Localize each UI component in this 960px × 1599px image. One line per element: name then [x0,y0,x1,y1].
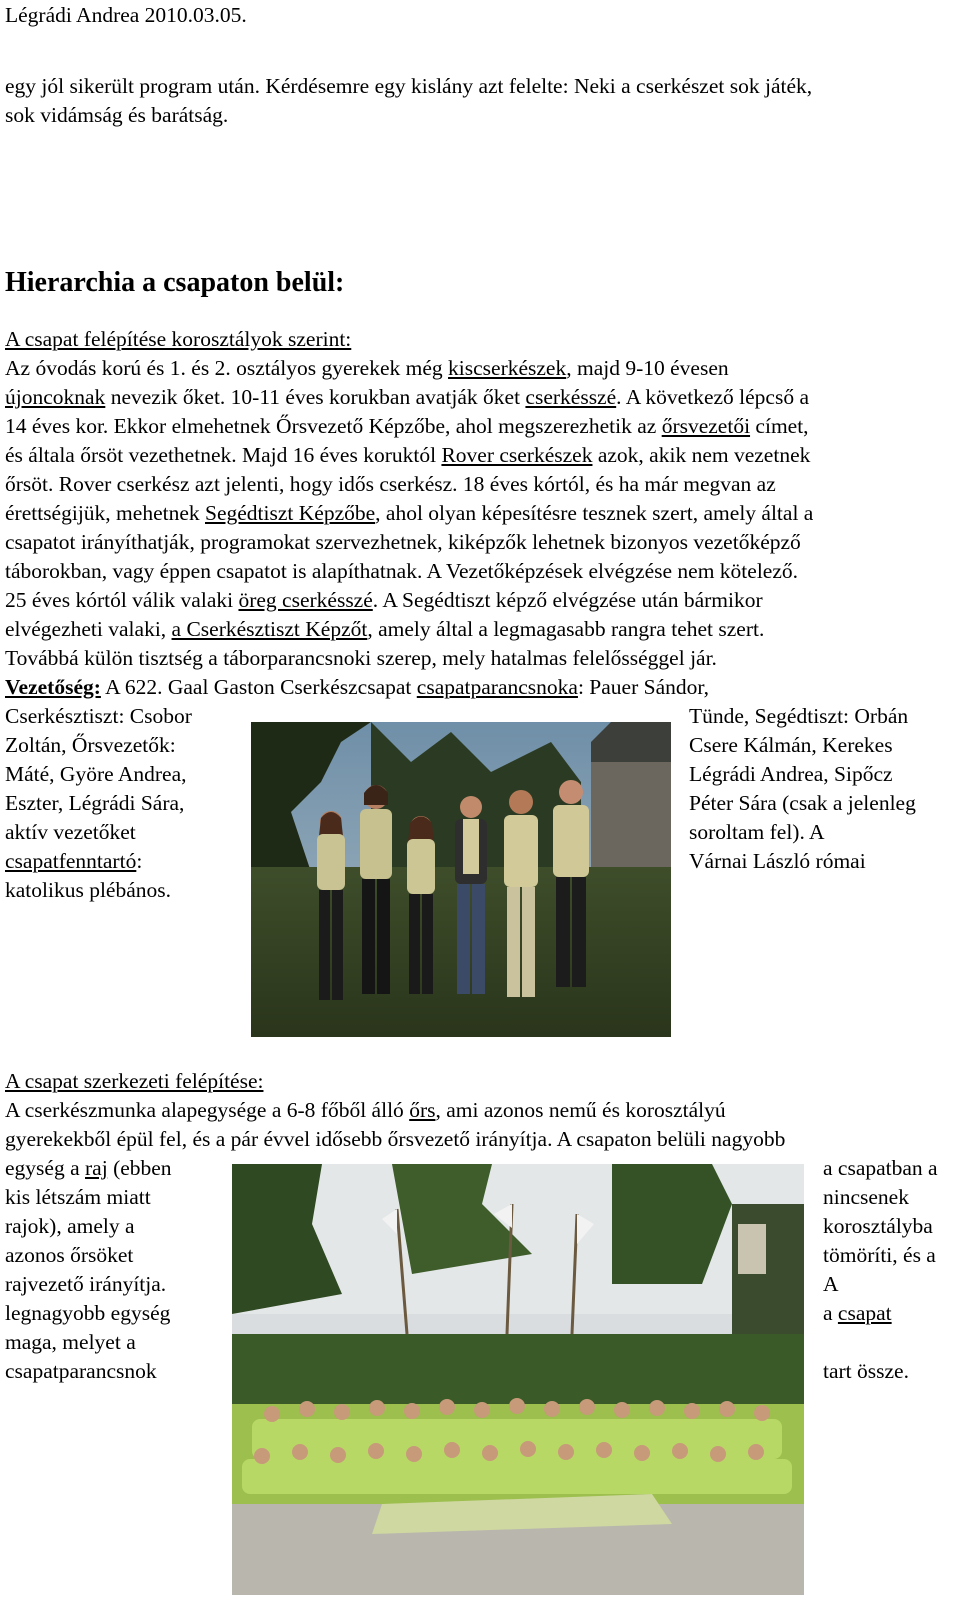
link-rover-cserkeszek[interactable]: Rover cserkészek [441,443,593,467]
text-span: . A Segédtiszt képző elvégzése után bármikor [372,588,763,612]
paragraph-line: táborokban, vagy éppen csapatot is alapíthatnak. A Vezetőképzések elvégzése nem kötelező. [5,559,799,583]
paragraph-line [5,383,809,412]
text-span: azok, akik nem vezetnek [592,443,811,467]
text-span: . A következő lépcső a [616,385,810,409]
text-span: Az óvodás korú és 1. és 2. osztályos gyerekek még [5,356,449,380]
paragraph-line [5,586,763,615]
right-col-line: korosztályba [823,1214,933,1238]
text-span: : Pauer Sándor, [577,675,710,699]
text-span: egység a [5,1156,85,1180]
text-span: , amely által a legmagasabb rangra tehet szert. [367,617,765,641]
right-col-line: Várnai László római [689,849,866,873]
left-col-line: aktív vezetőket [5,820,136,844]
left-col-line: Máté, Györe Andrea, [5,762,187,786]
link-cserkesztiszt-kepzo[interactable]: a Cserkésztiszt Képzőt [171,617,368,641]
text-span: elvégezheti valaki, [5,617,172,641]
text-span: és általa őrsöt vezethetnek. Majd 16 éves koruktól [5,443,442,467]
paragraph-line [5,412,809,441]
text-span: érettségijük, mehetnek [5,501,205,525]
vezetoseg-label: Vezetőség: [5,675,101,699]
paragraph-line: Továbbá külön tisztség a táborparancsnoki szerep, mely hatalmas felelősséggel jár. [5,646,717,670]
left-col-line: Cserkésztiszt: Csobor [5,704,192,728]
left-col-line: azonos őrsöket [5,1243,134,1267]
section1-subheading: A csapat felépítése korosztályok szerint: [5,327,352,351]
intro-line-1: egy jól sikerült program után. Kérdésemre egy kislány azt felelte: Neki a cserkészet sok játék, [5,74,813,98]
link-csapatfenntarto[interactable]: csapatfenntartó [5,849,137,873]
text-span: , majd 9-10 évesen [566,356,729,380]
left-col-line: legnagyobb egység [5,1301,171,1325]
link-kiscserkeszek[interactable]: kiscserkészek [448,356,567,380]
right-col-line: soroltam fel). A [689,820,825,844]
right-col-line: tömöríti, és a [823,1243,936,1267]
link-ujoncok[interactable]: újoncoknak [5,385,106,409]
text-span: nevezik őket. 10-11 éves korukban avatják őket [105,385,526,409]
right-col-line: Légrádi Andrea, Sipőcz [689,762,893,786]
text-span: címet, [750,414,809,438]
paragraph-line [5,1096,726,1125]
link-cserkesz[interactable]: cserkésszé [525,385,617,409]
left-col-line: Zoltán, Őrsvezetők: [5,733,176,757]
document-header: Légrádi Andrea 2010.03.05. [5,3,247,27]
text-span: A cserkészmunka alapegysége a 6-8 főből álló [5,1098,410,1122]
text-span: : [136,849,143,873]
left-col-line: kis létszám miatt [5,1185,151,1209]
right-col-line: Tünde, Segédtiszt: Orbán [689,704,909,728]
paragraph-line [5,354,729,383]
text-span: 25 éves kórtól válik valaki [5,588,239,612]
right-col-line: tart össze. [823,1359,909,1383]
right-col-line: a csapatban a [823,1156,938,1180]
left-col-line [5,1154,172,1183]
left-col-line: Eszter, Légrádi Sára, [5,791,185,815]
paragraph-line [5,441,810,470]
paragraph-line: őrsöt. Rover cserkész azt jelenti, hogy idős cserkész. 18 éves kórtól, és ha már megvan az [5,472,776,496]
right-col-line: Csere Kálmán, Kerekes [689,733,893,757]
paragraph-line [5,673,709,702]
text-span: a [823,1301,838,1325]
paragraph-line: csapatot irányíthatják, programokat szervezhetnek, kiképzők lehetnek bizonyos vezetőképző [5,530,801,554]
text-span: A 622. Gaal Gaston Cserkészcsapat [100,675,417,699]
text-span: , ahol olyan képesítésre tesznek szert, amely által a [375,501,814,525]
left-col-line: rajvezető irányítja. [5,1272,167,1296]
paragraph-line [5,499,813,528]
troop-group-photo [232,1164,804,1595]
link-ors[interactable]: őrs [409,1098,436,1122]
right-col-line: Péter Sára (csak a jelenleg [689,791,916,815]
left-col-line: katolikus plébános. [5,878,172,902]
text-span: 14 éves kor. Ekkor elmehetnek Őrsvezető Képzőbe, ahol megszerezhetik az [5,414,662,438]
intro-line-2: sok vidámság és barátság. [5,103,229,127]
link-orsvezetoi[interactable]: őrsvezetői [661,414,751,438]
left-col-line [5,847,142,876]
left-col-line: rajok), amely a [5,1214,135,1238]
paragraph-line: gyerekekből épül fel, és a pár évvel idősebb őrsvezető irányítja. A csapaton belüli nagyobb [5,1127,786,1151]
leaders-group-photo [251,722,671,1037]
section-heading: Hierarchia a csapaton belül: [5,267,345,298]
left-col-line: csapatparancsnok [5,1359,157,1383]
right-col-line: nincsenek [823,1185,909,1209]
text-span: (ebben [107,1156,172,1180]
link-segedtiszt-kepzo[interactable]: Segédtiszt Képzőbe [205,501,376,525]
link-csapatparancsnok[interactable]: csapatparancsnoka [416,675,578,699]
right-col-line [823,1299,892,1328]
section2-subheading: A csapat szerkezeti felépítése: [5,1069,264,1093]
paragraph-line [5,615,764,644]
left-col-line: maga, melyet a [5,1330,136,1354]
link-oreg-cserkesz[interactable]: öreg cserkésszé [238,588,373,612]
link-raj[interactable]: raj [85,1156,108,1180]
right-col-line: A [823,1272,839,1296]
text-span: , ami azonos nemű és korosztályú [435,1098,726,1122]
link-csapat[interactable]: csapat [837,1301,892,1325]
